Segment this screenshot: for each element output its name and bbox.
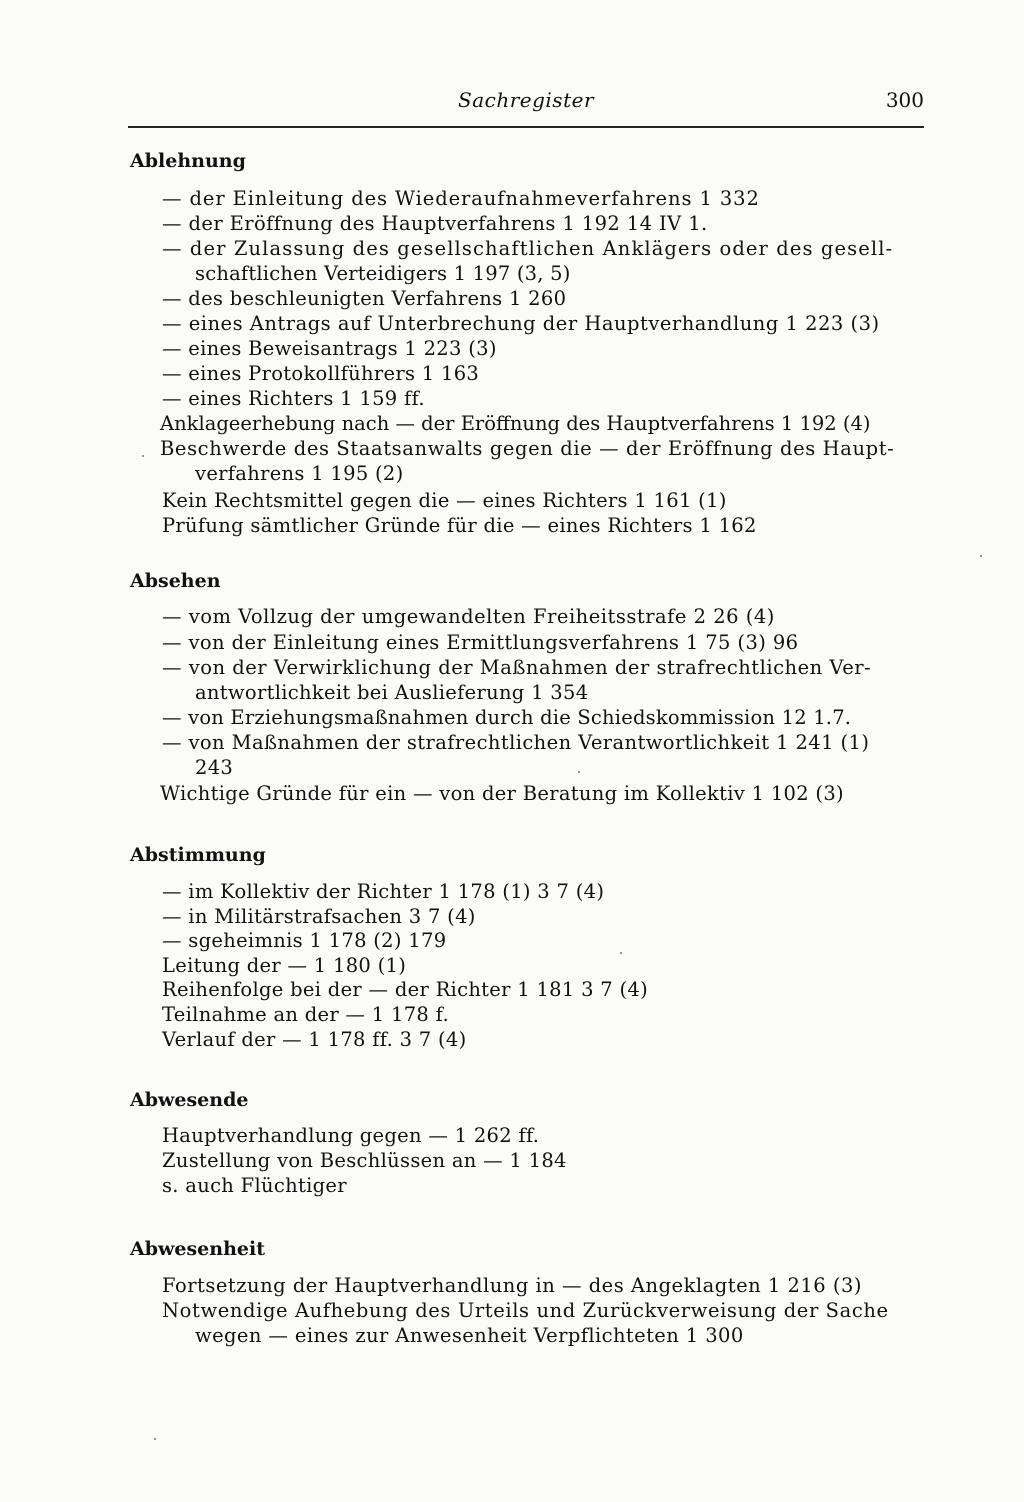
index-entry: s. auch Flüchtiger (162, 1174, 347, 1197)
scan-speck (154, 1438, 156, 1440)
index-entry: Leitung der — 1 180 (1) (162, 954, 407, 977)
index-entry: — eines Antrags auf Unterbrechung der Hauptverhandlung 1 223 (3) (162, 312, 880, 335)
index-entry: verfahrens 1 195 (2) (195, 462, 404, 485)
section-heading-abwesende: Abwesende (130, 1089, 249, 1111)
index-entry: Teilnahme an der — 1 178 f. (162, 1003, 449, 1026)
index-entry: — eines Beweisantrags 1 223 (3) (162, 337, 497, 360)
index-entry: — der Eröffnung des Hauptverfahrens 1 192 14 IV 1. (162, 212, 708, 235)
index-entry: — der Zulassung des gesellschaftlichen Anklägers oder des gesell- (162, 237, 894, 260)
scan-speck (142, 455, 144, 457)
index-entry: — in Militärstrafsachen 3 7 (4) (162, 905, 476, 928)
index-entry: Hauptverhandlung gegen — 1 262 ff. (162, 1124, 540, 1147)
index-entry: — eines Richters 1 159 ff. (162, 387, 425, 410)
index-entry: Notwendige Aufhebung des Urteils und Zurückverweisung der Sache (162, 1299, 889, 1322)
index-entry: wegen — eines zur Anwesenheit Verpflichteten 1 300 (195, 1324, 744, 1347)
index-entry: 243 (195, 756, 234, 779)
index-entry: — von der Verwirklichung der Maßnahmen der strafrechtlichen Ver- (162, 656, 872, 679)
section-heading-absehen: Absehen (130, 570, 221, 592)
index-entry: Prüfung sämtlicher Gründe für die — eines Richters 1 162 (162, 514, 757, 537)
scan-speck (980, 555, 982, 557)
index-entry: Verlauf der — 1 178 ff. 3 7 (4) (162, 1028, 467, 1051)
index-entry: Beschwerde des Staatsanwalts gegen die — der Eröffnung des Haupt- (160, 437, 895, 460)
index-entry: Wichtige Gründe für ein — von der Beratung im Kollektiv 1 102 (3) (160, 782, 844, 805)
index-entry: Reihenfolge bei der — der Richter 1 181 3 7 (4) (162, 978, 649, 1001)
index-entry: Fortsetzung der Hauptverhandlung in — des Angeklagten 1 216 (3) (162, 1274, 863, 1297)
section-heading-ablehnung: Ablehnung (130, 150, 246, 172)
index-entry: — von Maßnahmen der strafrechtlichen Verantwortlichkeit 1 241 (1) (162, 731, 870, 754)
page-number: 300 (885, 88, 924, 112)
index-entry: Zustellung von Beschlüssen an — 1 184 (162, 1149, 567, 1172)
index-entry: antwortlichkeit bei Auslieferung 1 354 (195, 681, 589, 704)
index-entry: schaftlichen Verteidigers 1 197 (3, 5) (195, 262, 571, 285)
index-entry: — sgeheimnis 1 178 (2) 179 (162, 929, 447, 952)
running-header (128, 88, 924, 118)
index-entry: — des beschleunigten Verfahrens 1 260 (162, 287, 567, 310)
header-title: Sachregister (458, 88, 594, 112)
scan-speck (578, 771, 580, 773)
section-heading-abstimmung: Abstimmung (130, 844, 266, 866)
scan-speck (620, 952, 622, 954)
index-entry: — der Einleitung des Wiederaufnahmeverfahrens 1 332 (162, 187, 760, 210)
index-entry: — eines Protokollführers 1 163 (162, 362, 480, 385)
index-entry: — im Kollektiv der Richter 1 178 (1) 3 7 (4) (162, 880, 605, 903)
index-entry: — von Erziehungsmaßnahmen durch die Schiedskommission 12 1.7. (162, 706, 852, 729)
header-rule (128, 126, 924, 128)
section-heading-abwesenheit: Abwesenheit (130, 1238, 265, 1260)
index-entry: — vom Vollzug der umgewandelten Freiheitsstrafe 2 26 (4) (162, 605, 775, 628)
index-entry: Anklageerhebung nach — der Eröffnung des Hauptverfahrens 1 192 (4) (160, 412, 871, 435)
index-entry: — von der Einleitung eines Ermittlungsverfahrens 1 75 (3) 96 (162, 631, 799, 654)
index-entry: Kein Rechtsmittel gegen die — eines Richters 1 161 (1) (162, 489, 727, 512)
